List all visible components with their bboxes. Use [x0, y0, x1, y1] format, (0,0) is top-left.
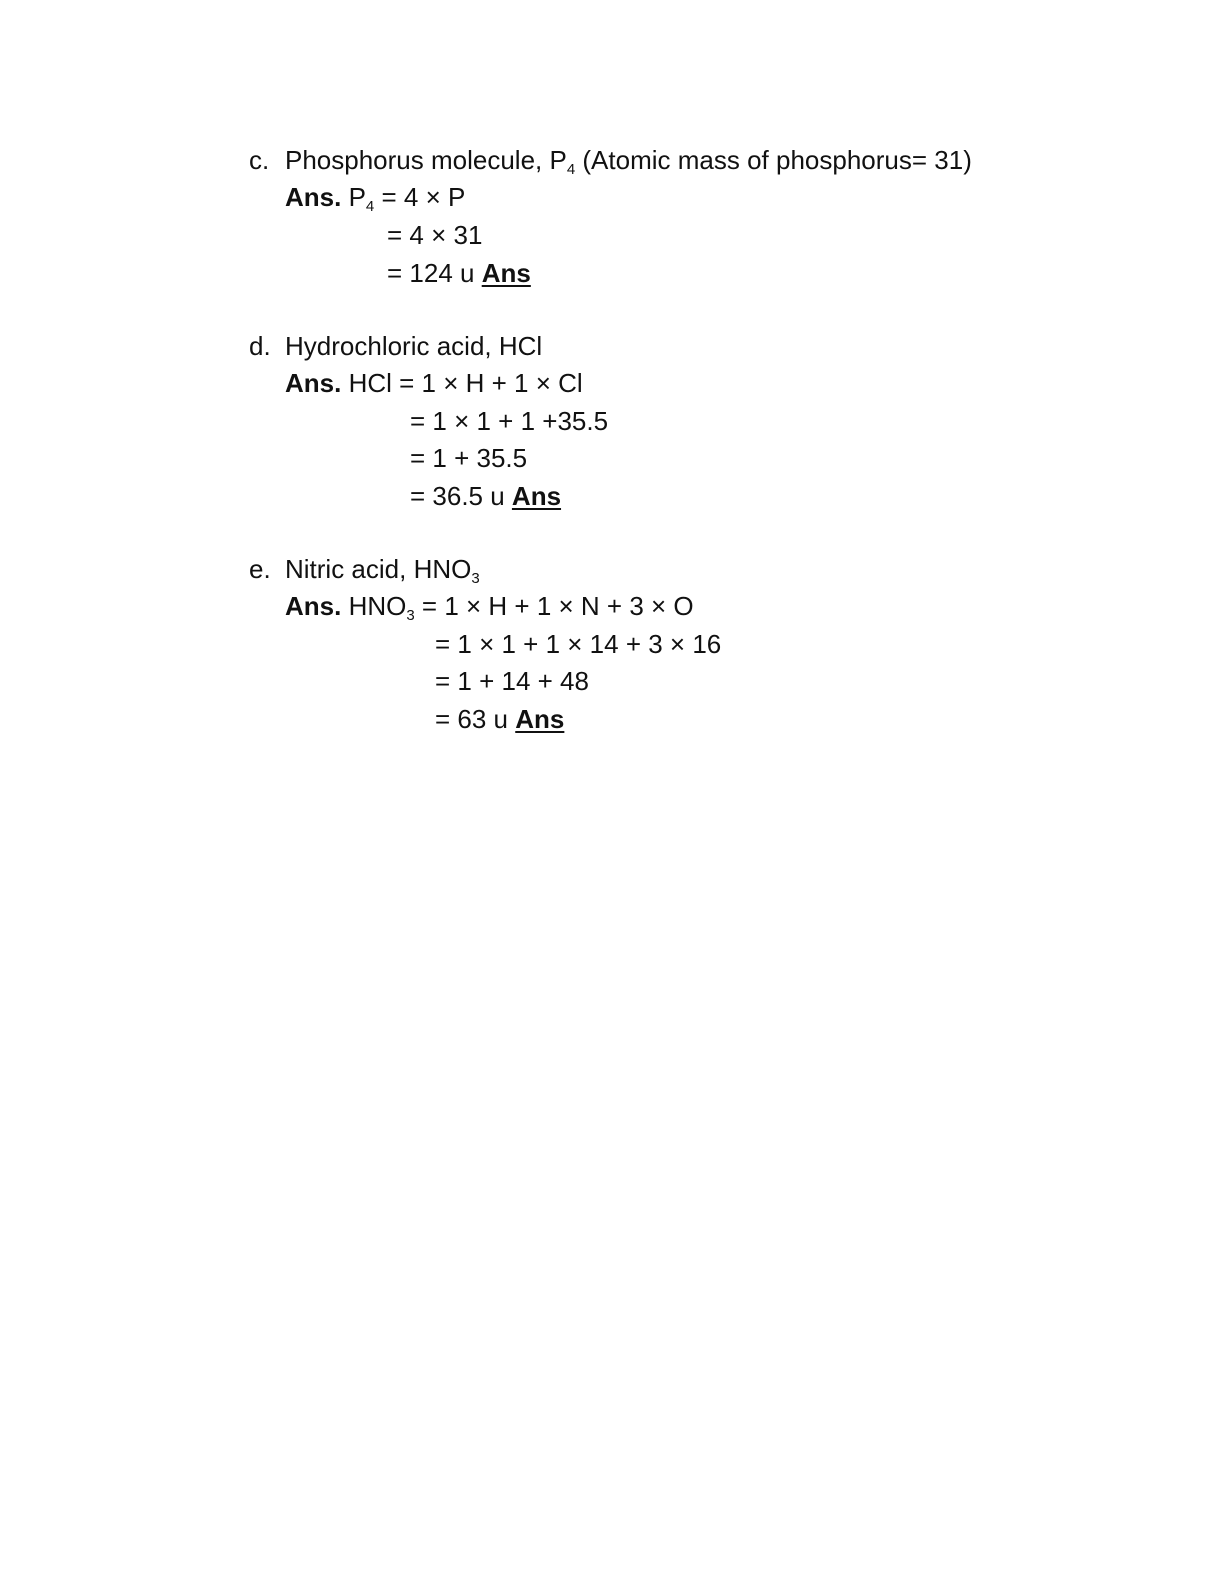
- question-text-main: Nitric acid, HNO: [285, 554, 472, 584]
- item-marker: e.: [249, 554, 271, 584]
- formula-text: HNO: [341, 591, 407, 621]
- question-text-rest: (Atomic mass of phosphorus= 31): [575, 145, 972, 175]
- ans-final-label: Ans: [481, 258, 531, 288]
- subscript: 4: [566, 161, 576, 178]
- formula-text: HCl = 1 × H + 1 × Cl: [341, 368, 583, 398]
- question-text: [285, 554, 480, 587]
- ans-label: Ans.: [285, 368, 342, 398]
- calculation-step: = 4 × 31: [387, 220, 483, 250]
- calculation-step: = 1 + 14 + 48: [435, 666, 589, 696]
- final-answer: [410, 483, 561, 509]
- question-text: [285, 333, 542, 359]
- question-text: [285, 145, 972, 178]
- ans-label: Ans.: [285, 182, 342, 212]
- calculation-step: = 1 × 1 + 1 × 14 + 3 × 16: [435, 629, 722, 659]
- answer-first-line: [285, 182, 466, 215]
- question-text-main: Hydrochloric acid, HCl: [285, 331, 543, 361]
- final-answer-value: = 124 u: [387, 258, 482, 288]
- formula-text: P: [341, 182, 366, 212]
- subscript: 3: [406, 607, 415, 624]
- calculation-step: = 1 + 35.5: [410, 443, 528, 473]
- ans-label: Ans.: [285, 591, 342, 621]
- formula-text-rest: = 4 × P: [374, 182, 466, 212]
- answer-first-line: [285, 591, 694, 624]
- item-marker: c.: [249, 145, 270, 175]
- ans-final-label: Ans: [515, 704, 565, 734]
- ans-final-label: Ans: [511, 481, 562, 511]
- final-answer: [387, 260, 531, 286]
- answer-first-line: [285, 370, 583, 396]
- calculation-step: = 1 × 1 + 1 +35.5: [410, 406, 609, 436]
- subscript: 4: [365, 198, 375, 215]
- final-answer: [435, 706, 564, 732]
- formula-text-rest: = 1 × H + 1 × N + 3 × O: [414, 591, 694, 621]
- final-answer-value: = 63 u: [435, 704, 516, 734]
- final-answer-value: = 36.5 u: [410, 481, 512, 511]
- subscript: 3: [471, 570, 480, 587]
- item-marker: d.: [249, 331, 271, 361]
- question-text-main: Phosphorus molecule, P: [285, 145, 567, 175]
